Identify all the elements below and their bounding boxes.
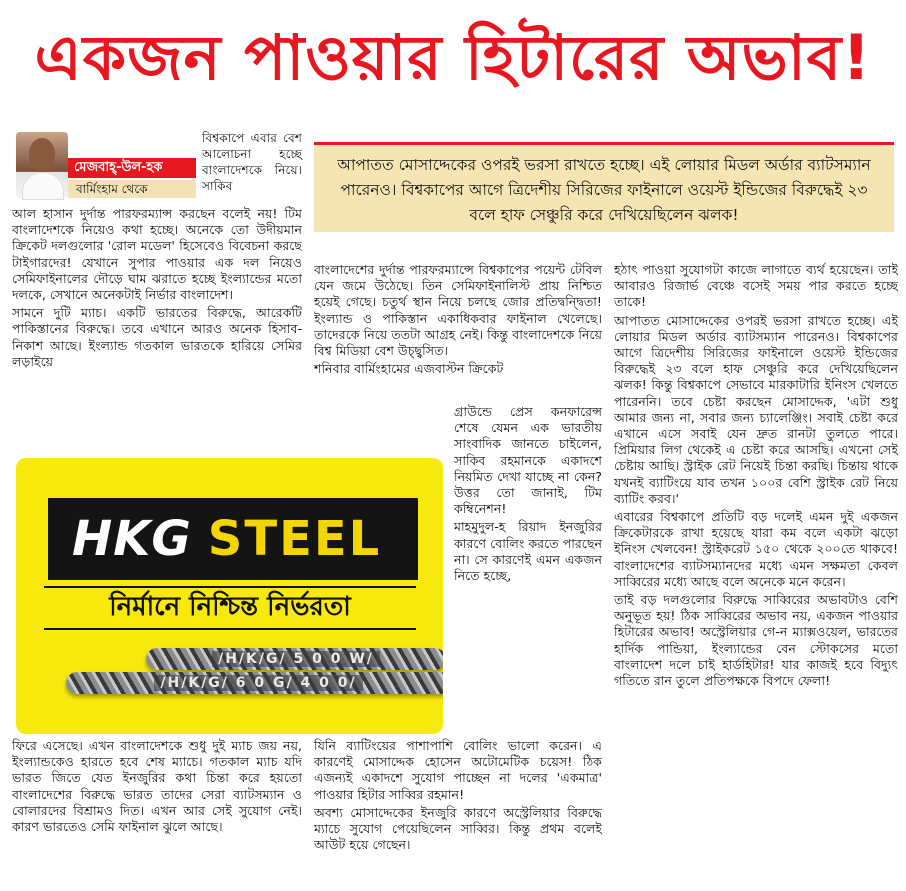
column-2-wrap bbox=[454, 404, 602, 734]
col2-paragraph: শনিবার বার্মিংহামের এজবাস্টন ক্রিকেট bbox=[314, 361, 504, 377]
ad-logo bbox=[48, 498, 418, 580]
col1-paragraph: সামনে দুটি ম্যাচ। একটি ভারতের বিরুদ্ধে, আরেকটি পাকিস্তানের বিরুদ্ধে। তবে এখানে আরও অনেক হিসাব-নিকাশ আছে। ইংল্যান্ড গতকাল ভারতকে হারিয়ে সেমির লড়াইয়ে bbox=[12, 305, 302, 369]
column-1-bottom bbox=[12, 738, 302, 886]
col1-paragraph: ফিরে এসেছে। এখন বাংলাদেশকে শুধু দুই ম্যাচ জয় নয়, ইংল্যান্ডকেও হারতে হবে শেষ ম্যাচে। গতকাল ম্যাচ যদি ভারত জিতে যেত ইনজুরির কথা চিন্তা করে হয়তো বাংলাদেশের বিরুদ্ধে ভারত তাদের সেরা ব্যাটসম্যান ও বোলারদের বিশ্রামও দিত। এখন আর সেই সুযোগ নেই। কারণ ভারতেও সেমি ফাইনাল ঝুলে আছে। bbox=[12, 738, 302, 835]
headline: একজন পাওয়ার হিটারের অভাব! bbox=[34, 21, 872, 94]
rebar-image bbox=[66, 672, 443, 694]
ad-brand-hkg: HKG bbox=[72, 511, 192, 567]
col3-paragraph: আপাতত মোসাদ্দেকের ওপরই ভরসা রাখতে হচ্ছে। এই লোয়ার মিডল অর্ডার ব্যাটসম্যান পারেনও। বিশ্বকাপের আগে ত্রিদেশীয় সিরিজের ফাইনালে ওয়েস্ট ইন্ডিজের বিরুদ্ধেই ২৩ বলে হাফ সেঞ্চুরি করে দেখিয়েছিলেন ঝলক! কিন্তু বিশ্বকাপে সেভাবে মারকাটারি ইনিংস খেলতে পারেননি। তবে চেষ্টা করছেন মোসাদ্দেক, 'এটা শুধু আমার জন্য না, সবার জন্য চ্যালেঞ্জিং। সবাই চেষ্টা করে এখানে এসে সবাই যেন দ্রুত রানটা তুলতে পারে। প্রিমিয়ার লিগ থেকেই এ চেষ্টা করে আসছি। এখনো সেই চেষ্টায় আছি। স্ট্রাইক রেট নিয়েই চিন্তা করছি। চিন্তায় থাকে যখনই ব্যাটিংয়ে যাব তখন ১০০র বেশি স্ট্রাইক রেট নিয়ে ব্যাটিং করব।' bbox=[614, 312, 898, 506]
column-2-bottom bbox=[314, 738, 602, 886]
col3-paragraph: হঠাৎ পাওয়া সুযোগটা কাজে লাগাতে ব্যর্থ হয়েছেন। তাই আবারও রিজার্ভ বেঞ্চে বসেই সময় পার করতে হচ্ছে তাকে! bbox=[614, 262, 898, 310]
col3-paragraph: এবারের বিশ্বকাপে প্রতিটি বড় দলেই এমন দুই একজন ক্রিকেটারকে রাখা হয়েছে যারা কম বলে একটা ঝড়ো ইনিংস খেলবেন! স্ট্রাইকরেট ১৫০ থেকে ২০০তে থাকবে! বাংলাদেশের ব্যাটসম্যানদের মধ্যে এমন সক্ষমতা কেবল সাব্বিরের মধ্যে আছে বলে অনেকে মনে করেন। bbox=[614, 509, 898, 589]
col1-paragraph: আল হাসান দুর্দান্ত পারফরম্যান্স করছেন বলেই নয়! টিম বাংলাদেশকে নিয়েও কথা হচ্ছে। অনেকে তো উদীয়মান ক্রিকেট দলগুলোর 'রোল মডেল' হিসেবেও বিবেচনা করছে টাইগারদের! যেখানে সুপার পাওয়ার এক দল নিয়েও সেমিফাইনালের দৌড়ে ঘাম ঝরাতে হচ্ছে ইংল্যান্ডের মতো দলকে, সেখানে অনেকটাই নির্ভার বাংলাদেশ। bbox=[12, 206, 302, 303]
ad-tagline: নির্মানে নিশ্চিন্ত নির্ভরতা bbox=[44, 586, 416, 630]
column-2-top bbox=[314, 262, 602, 404]
column-3 bbox=[614, 262, 898, 886]
column-1-top bbox=[12, 206, 302, 452]
col1-intro: বিশ্বকাপে এবার বেশ আলোচনা হচ্ছে বাংলাদেশকে নিয়ে। সাকিব bbox=[202, 131, 302, 193]
col2-paragraph: অবশ্য মোসাদ্দেকের ইনজুরি কারণে অস্ট্রেলিয়ার বিরুদ্ধে ম্যাচে সুযোগ পেয়েছিলেন সাব্বির। কিন্তু প্রথম বলেই আউট হয়ে গেছেন। bbox=[314, 804, 602, 853]
author-photo bbox=[16, 132, 68, 198]
rebar-image bbox=[146, 648, 443, 670]
rebar-label: /H/K/G/ 6 0 G/ 4 0 0/ bbox=[154, 675, 362, 691]
hkg-steel-ad bbox=[16, 458, 443, 734]
col2-paragraph: গ্রাউন্ডে প্রেস কনফারেন্স শেষে যেমন এক ভারতীয় সাংবাদিক জানতে চাইলেন, সাকিব রহমানকে একাদশে নিয়মিত দেখা যাচ্ছে না কেন? উত্তর তো জানাই, টিম কম্বিনেশন! bbox=[454, 404, 602, 517]
ad-brand-steel: STEEL bbox=[207, 511, 382, 567]
author-byline bbox=[8, 132, 196, 202]
col2-paragraph: যিনি ব্যাটিংয়ের পাশাপাশি বোলিং ভালো করেন। এ কারণেই মোসাদ্দেক হোসেন অটোমেটিক চয়েস! ঠিক এজন্যই একাদশে সুযোগ পাচ্ছেন না দলের 'একমাত্র' পাওয়ার হিটার সাব্বির রহমান! bbox=[314, 738, 602, 802]
pull-quote: আপাতত মোসাদ্দেকের ওপরই ভরসা রাখতে হচ্ছে। এই লোয়ার মিডল অর্ডার ব্যাটসম্যান পারেনও। বিশ্বকাপের আগে ত্রিদেশীয় সিরিজের ফাইনালে ওয়েস্ট ইন্ডিজের বিরুদ্ধেই ২৩ বলে হাফ সেঞ্চুরি করে দেখিয়েছিলেন ঝলক! bbox=[314, 142, 894, 232]
col2-paragraph: মাহমুদুল-হ রিয়াদ ইনজুরির কারণে বোলিং করতে পারছেন না। সে কারণেই এমন একজন নিতে হচ্ছে, bbox=[454, 519, 602, 584]
col2-paragraph: বাংলাদেশের দুর্দান্ত পারফরম্যান্সে বিশ্বকাপের পয়েন্ট টেবিল যেন জমে উঠেছে। তিন সেমিফাইনালিস্ট প্রায় নিশ্চিত হয়েই গেছে। চতুর্থ স্থান নিয়ে চলছে জোর প্রতিদ্বন্দ্বিতা! ইংল্যান্ড ও পাকিস্তান একাধিকবার ফাইনাল খেলেছে। তাদেরকে নিয়ে ততটা আগ্রহ নেই। কিন্তু বাংলাদেশকে নিয়ে বিশ্ব মিডিয়া বেশ উচ্ছ্বসিত। bbox=[314, 262, 602, 359]
rebar-label: /H/K/G/ 5 0 0 W/ bbox=[212, 651, 380, 667]
col3-paragraph: তাই বড় দলগুলোর বিরুদ্ধে সাব্বিরের অভাবটাও বেশি অনুভূত হয়! ঠিক সাব্বিরের অভাব নয়, একজন পাওয়ার হিটারের অভাব! অস্ট্রেলিয়ার গে-ন ম্যাক্সওয়েল, ভারতের হার্দিক পান্ডিয়া, ইংল্যান্ডের বেন স্টোকসের মতো বাংলাদেশ দলে চাই হার্ডহিটার! যার কাজই হবে বিদ্যুৎ গতিতে রান তুলে প্রতিপক্ষকে বিপদে ফেলা! bbox=[614, 592, 898, 689]
author-name: মেজবাহ্-উল-হক bbox=[68, 158, 196, 178]
author-location: বার্মিংহাম থেকে bbox=[68, 180, 196, 198]
